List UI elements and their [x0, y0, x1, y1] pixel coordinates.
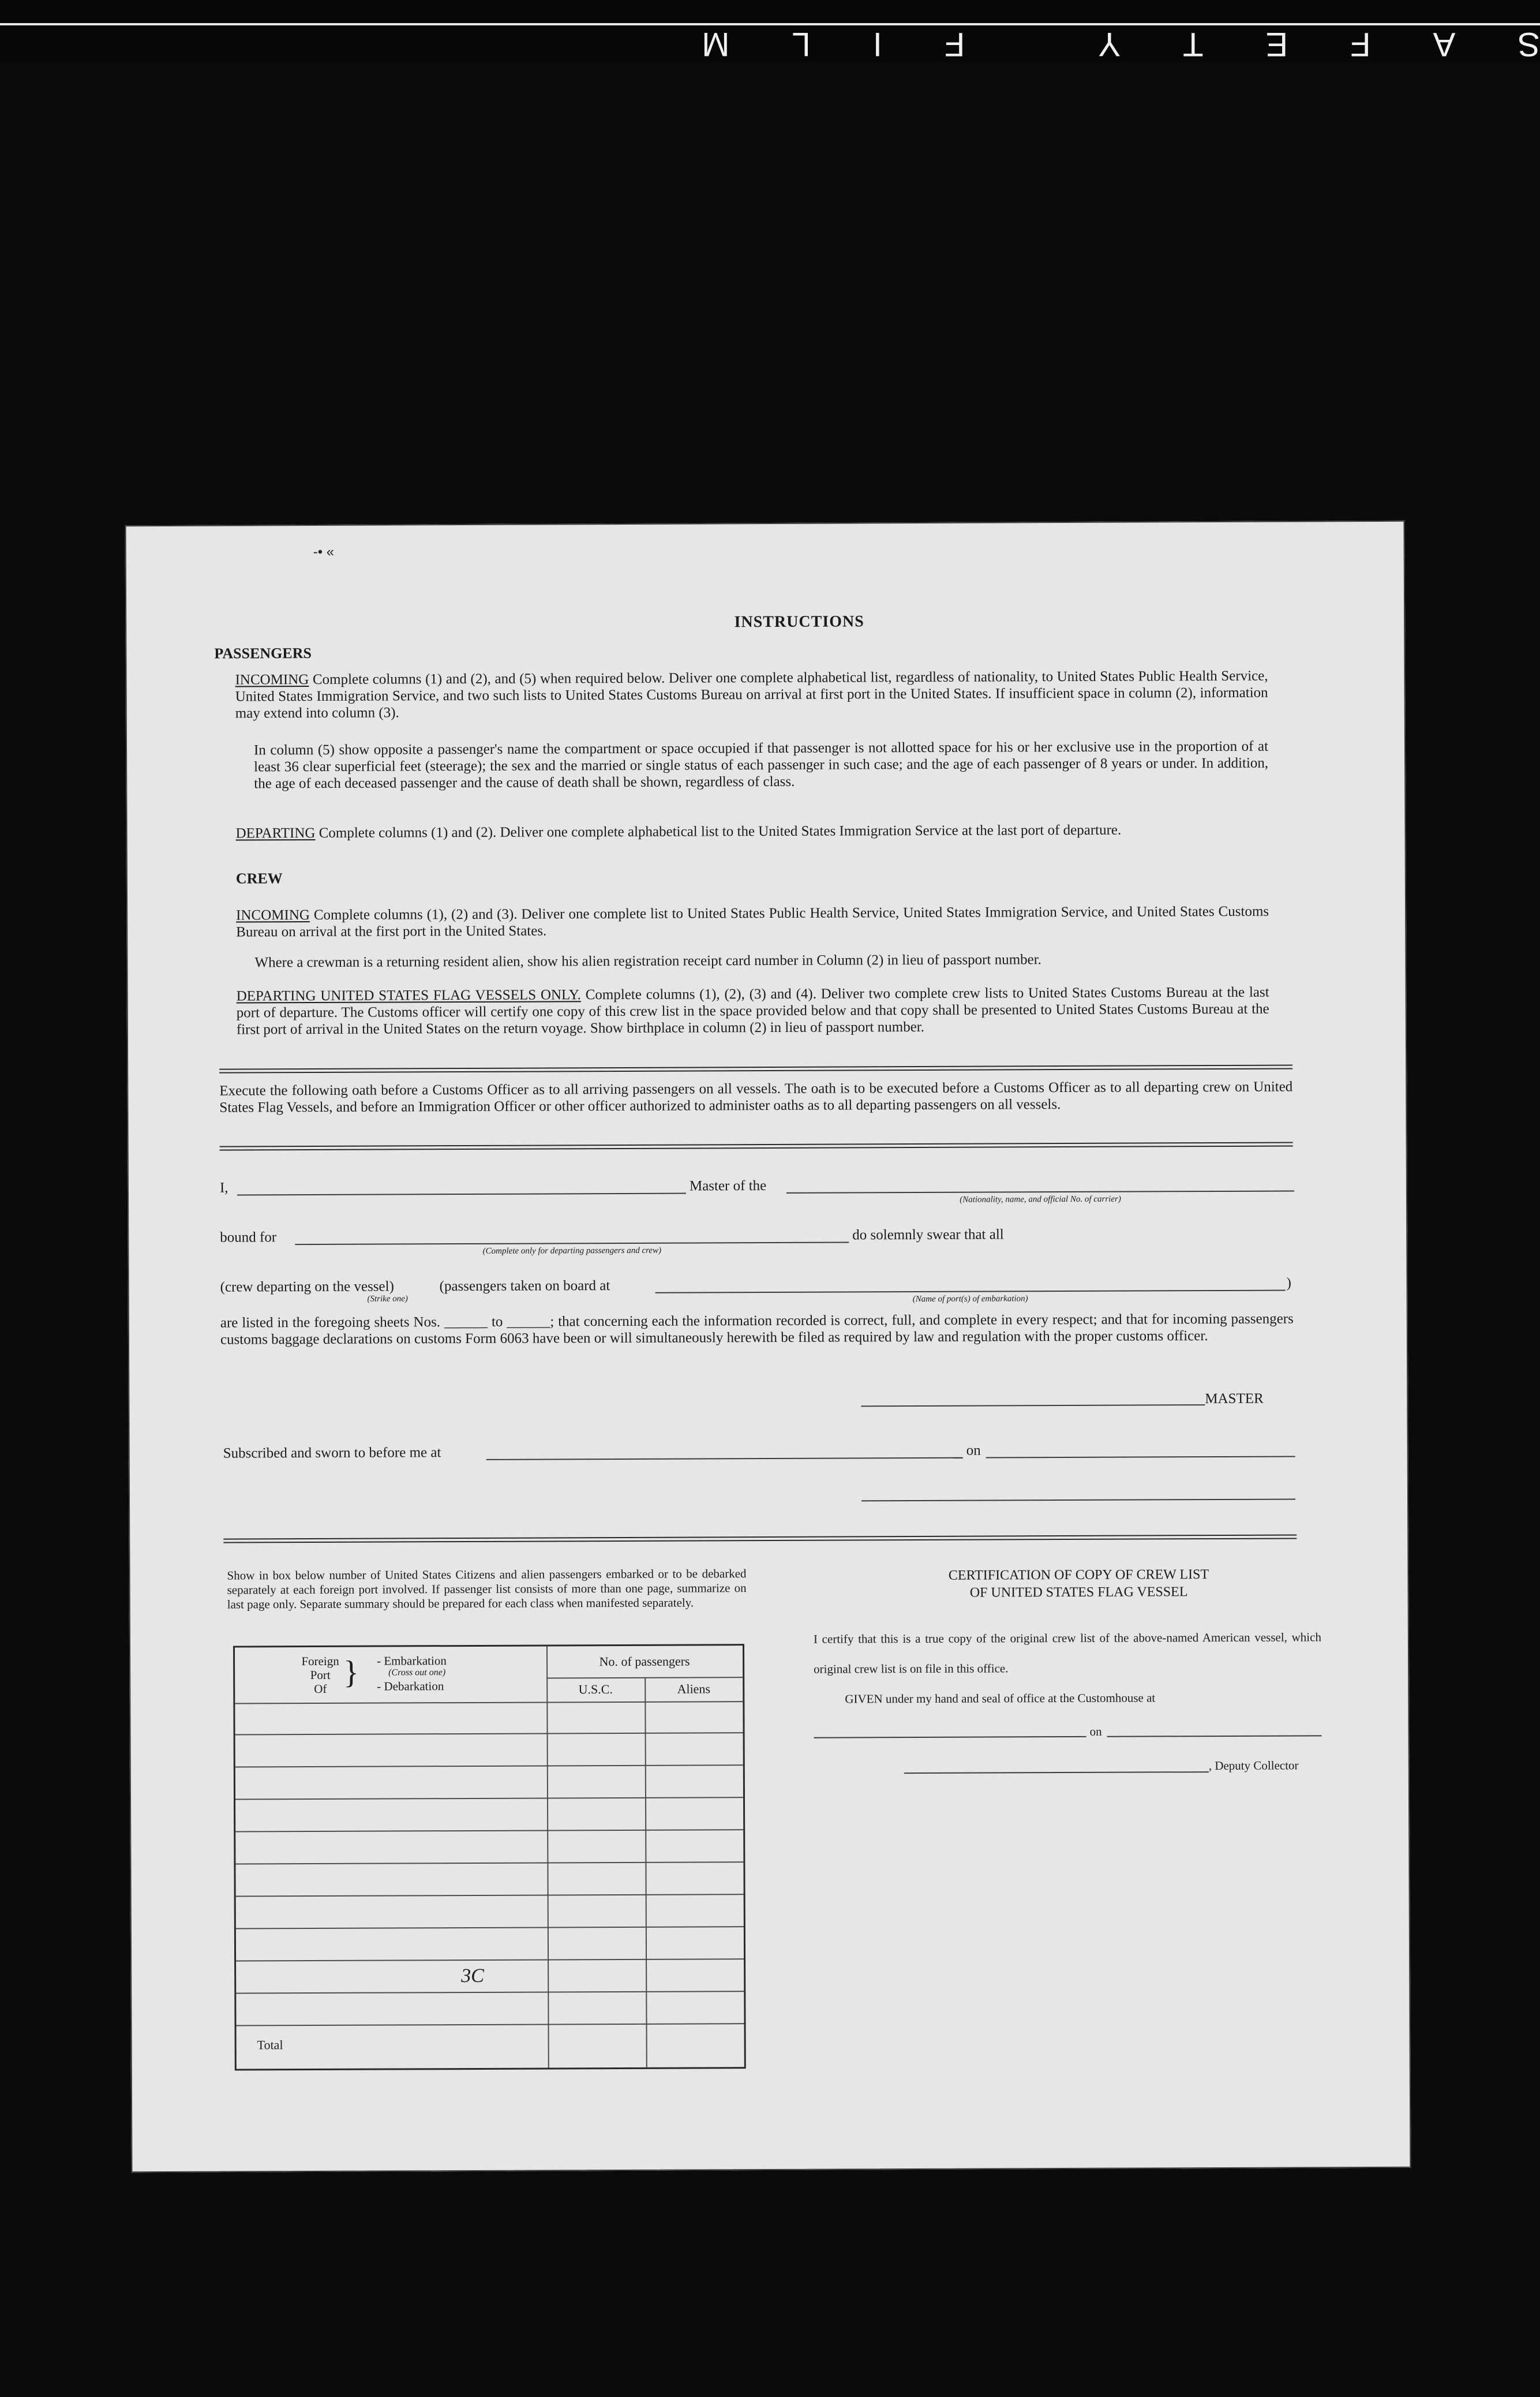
crew-incoming-text: Complete columns (1), (2) and (3). Deliver one complete list to United States Public Health Service, United States Immigration Service, and United States Customs Bureau on arrival at the first port in the United States. [236, 903, 1269, 940]
master-signature-line[interactable] [861, 1404, 1205, 1407]
table-row-line [235, 1797, 743, 1800]
resident-alien-paragraph: Where a crewman is a returning resident alien, show his alien registration receipt card number in Column (2) in lieu of passport number. [254, 952, 1041, 971]
film-edge-text: SAFETY FILM [639, 25, 1540, 63]
embarkation-label: - Embarkation [377, 1654, 447, 1668]
strike-one-note: (Strike one) [367, 1294, 408, 1304]
passengers-incoming-paragraph [235, 668, 1268, 722]
carrier-line[interactable] [786, 1190, 1294, 1193]
oath-intro: Execute the following oath before a Customs Officer as to all arriving passengers on all vessels. The oath is to be executed before a Customs Officer as to all departing crew on United States Flag Vessels, and before an Immigration Officer or other officer authorized to administer oaths as to all departing passengers on all vessels. [219, 1079, 1293, 1116]
carrier-note: (Nationality, name, and official No. of carrier) [960, 1194, 1121, 1205]
column-five-paragraph: In column (5) show opposite a passenger's name the compartment or space occupied if that passenger is not allotted space for his or her exclusive use in the proportion of at least 36 clear superficial feet (steerage); the sex and the married or single status of each passenger in such case; and the age of each passenger of 8 years or under. In addition, the age of each deceased passenger and the cause of death shall be shown, regardless of class. [253, 738, 1269, 792]
customhouse-line[interactable] [814, 1736, 1086, 1738]
master-of-label: Master of the [689, 1178, 767, 1194]
crew-heading: CREW [235, 870, 283, 887]
subscribed-label: Subscribed and sworn to before me at [223, 1445, 441, 1461]
swear-text: do solemnly swear that all [852, 1226, 1004, 1243]
passengers-departing-paragraph [236, 821, 1269, 842]
instruction-page [125, 521, 1411, 2172]
table-total-line [237, 2023, 744, 2026]
crew-incoming-paragraph [236, 903, 1269, 941]
table-column-divider-usc [546, 1646, 549, 2067]
film-edge-strip [0, 0, 1540, 63]
crew-departing-option: (crew departing on the vessel) [220, 1278, 394, 1295]
flag-vessels-paragraph [237, 984, 1269, 1038]
passengers-taken-option: (passengers taken on board at [439, 1278, 610, 1295]
table-row-line [235, 1861, 743, 1864]
foreign-port-label: Foreign Port Of [301, 1654, 339, 1696]
master-label: MASTER [1205, 1390, 1264, 1407]
table-row-line [236, 1926, 744, 1929]
departing-text: Complete columns (1) and (2). Deliver one complete alphabetical list to the United States Immigration Service at the last port of departure. [319, 822, 1122, 841]
departing-only-note: (Complete only for departing passengers and crew) [482, 1246, 662, 1256]
aliens-column-header: Aliens [677, 1681, 711, 1696]
certification-title [865, 1566, 1292, 1602]
incoming-text: Complete columns (1) and (2), and (5) when required below. Deliver one complete alphabetical list, regardless of nationality, to United States Public Health Service, United States Immigration Service, and two such lists to United States Customs Bureau on arrival at first port in the United States. If insufficient space in column (2), information may extend into column (3). [235, 668, 1268, 721]
table-row-line [235, 1829, 743, 1832]
table-row-line [235, 1764, 743, 1767]
ports-close-paren: ) [1286, 1275, 1291, 1291]
certification-on-label: on [1089, 1724, 1102, 1738]
ports-note: (Name of port(s) of embarkation) [912, 1294, 1028, 1304]
embarkation-ports-line[interactable] [655, 1290, 1286, 1293]
departing-label: DEPARTING [235, 825, 316, 842]
table-row-line [236, 1991, 744, 1994]
sworn-place-line[interactable] [486, 1457, 963, 1460]
certification-title-line-1: CERTIFICATION OF COPY OF CREW LIST [948, 1567, 1209, 1583]
certification-date-line[interactable] [1107, 1735, 1322, 1737]
usc-column-header: U.S.C. [578, 1682, 613, 1697]
oath-i-label: I, [219, 1180, 228, 1196]
table-header-line [235, 1701, 743, 1704]
deputy-signature-line[interactable] [904, 1771, 1209, 1774]
handwritten-mark: 3C [461, 1965, 484, 1987]
sworn-date-line[interactable] [986, 1456, 1295, 1458]
certification-title-line-2: OF UNITED STATES FLAG VESSEL [969, 1584, 1188, 1601]
passenger-summary-table [233, 1644, 746, 2070]
incoming-label: INCOMING [235, 672, 309, 688]
table-row-line [235, 1732, 743, 1735]
sworn-on-label: on [966, 1442, 981, 1459]
instructions-title: INSTRUCTIONS [734, 612, 864, 631]
officer-signature-line[interactable] [861, 1498, 1295, 1501]
crew-incoming-label: INCOMING [236, 907, 310, 923]
certification-certify-text: I certify that this is a true copy of the original crew list of the above-named American vessel, which original crew list is on file in this office. [813, 1630, 1321, 1676]
master-name-line[interactable] [237, 1193, 686, 1196]
debarkation-label: - Debarkation [377, 1679, 444, 1693]
passengers-heading: PASSENGERS [214, 645, 312, 662]
page-corner-mark: -• « [313, 544, 335, 560]
summary-instructions: Show in box below number of United States Citizens and alien passengers embarked or to be debarked separately at each foreign port involved. If passenger list consists of more than one page, summarize on last page only. Separate summary should be prepared for each class when manifested separately. [227, 1566, 747, 1611]
total-label: Total [257, 2037, 283, 2052]
flag-vessels-label: DEPARTING UNITED STATES FLAG VESSELS ONLY. [236, 987, 581, 1004]
bound-for-label: bound for [220, 1229, 277, 1246]
deputy-collector-label: , Deputy Collector [1208, 1758, 1299, 1773]
table-column-divider-aliens [645, 1677, 647, 2067]
cross-out-note: (Cross out one) [388, 1667, 446, 1678]
bound-for-line[interactable] [295, 1241, 849, 1245]
no-of-passengers-label: No. of passengers [599, 1654, 690, 1669]
brace-mark: } [343, 1654, 359, 1691]
certification-given-text: GIVEN under my hand and seal of office at the Customhouse at [845, 1691, 1156, 1706]
listed-sheets-text: are listed in the foregoing sheets Nos. ______ to ______; that concerning each the information recorded is correct, full, and complete in every respect; and that for incoming passengers customs baggage declarations on customs Form 6063 have been or will simultaneously herewith be filed as required by law and regulation with the proper customs officer. [220, 1311, 1294, 1348]
table-row-line [236, 1894, 744, 1897]
flag-vessels-text: Complete columns (1), (2), (3) and (4). Deliver two complete crew lists to United States Customs Bureau at the last port of departure. The Customs officer will certify one copy of this crew list in the space provided below and that copy shall be presented to United States Customs Bureau at the first port of arrival in the United States on the return voyage. Show birthplace in column (2) in lieu of passport number. [236, 984, 1269, 1038]
table-row-line [236, 1958, 744, 1961]
